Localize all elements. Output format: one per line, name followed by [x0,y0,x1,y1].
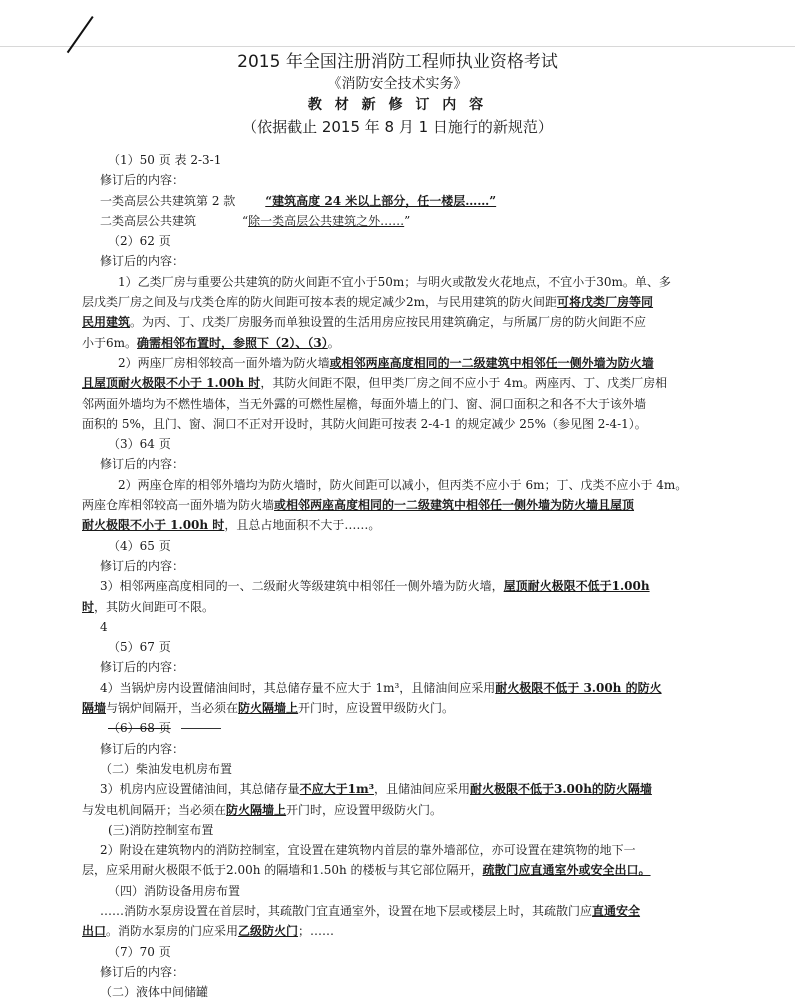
paragraph-line [100,779,730,799]
text: 与发电机间隔开；当必须在 [82,802,227,817]
document-note: （依据截止 2015 年 8 月 1 日施行的新规范） [242,118,553,136]
underlined-text: 民用建筑 [82,315,131,330]
section-4-revised: 修订后的内容： [100,558,185,573]
paragraph-line [100,576,730,596]
paragraph-line: 邻两面外墙均为不燃性墙体，当无外露的可燃性屋檐，每面外墙上的门、窗、洞口面积之和各不大于该外墙 [82,396,647,411]
document-header [0,48,795,138]
text: 。为丙、丁、戊类厂房服务而单独设置的生活用房应按民用建筑确定，与所属厂房的防火间距不应 [130,315,647,330]
paragraph-line [82,597,730,617]
paragraph-line: 2）附设在建筑物内的消防控制室，宜设置在建筑物内首层的靠外墙部位，亦可设置在建筑物的地下一 [100,843,636,858]
paragraph-line [82,921,730,941]
underlined-text: 确需相邻布置时，参照下（2）、（3） [137,335,328,350]
underlined-text: 乙级防火门 [238,924,299,939]
underlined-text: 隔墙 [82,701,107,716]
open-quote: “ [242,213,249,228]
subheading: （四）消防设备用房布置 [108,883,241,898]
underlined-text: 防火隔墙上 [238,701,299,716]
paragraph-line [100,353,730,373]
document-heading: 教 材 新 修 订 内 容 [307,97,488,113]
text: 开门时，应设置甲级防火门。 [286,802,443,817]
subheading: （二）液体中间储罐 [100,985,209,1000]
subheading: (三)消防控制室布置 [108,822,214,837]
section-4-label: （4）65 页 [108,538,171,553]
text: 小于6m。 [82,335,138,350]
paragraph-line [82,495,730,515]
document-body [82,150,730,1002]
text: ；…… [298,924,335,939]
section-2-revised: 修订后的内容： [100,254,185,269]
text: 与锅炉间隔开，当必须在 [106,701,239,716]
paragraph-line: 1）乙类厂房与重要公共建筑的防火间距不宜小于50m；与明火或散发火花地点，不宜小于30m。单、多 [118,274,671,289]
section-1-label: （1）50 页 表 2-3-1 [108,153,222,167]
paragraph-line [82,312,730,332]
section-6-revised: 修订后的内容： [100,741,185,756]
close-quote: ” [404,213,411,228]
underlined-text: 出口 [82,924,107,939]
section-7-revised: 修订后的内容： [100,964,185,979]
section-5-revised: 修订后的内容： [100,660,185,675]
underlined-text: 耐火极限不低于3.00h的防火隔墙 [469,782,652,797]
text: 2）两座厂房相邻较高一面外墙为防火墙 [118,355,330,370]
underlined-text: 且屋顶耐火极限不小于 1.00h 时 [82,376,261,391]
text: 。 [327,335,340,350]
text: 层，应采用耐火极限不低于2.00h 的隔墙和1.50h 的楼板与其它部位隔开， [82,863,483,878]
underlined-text: 疏散门应直通室外或安全出口。 [482,863,651,878]
paragraph-line [82,800,730,820]
text: 3）机房内应设置储油间，其总储存量 [100,782,300,797]
row-quote: 除一类高层公共建筑之外…… [248,213,405,228]
document-subtitle: 《消防安全技术实务》 [327,76,468,92]
section-6-label [100,718,730,738]
underlined-text: 屋顶耐火极限不低于1.00h [503,579,650,594]
underlined-text: 或相邻两座高度相同的一二级建筑中相邻任一侧外墙为防火墙 [329,355,654,370]
section-1-revised: 修订后的内容： [100,173,185,188]
paragraph-line [82,698,730,718]
subheading: （二）柴油发电机房布置 [100,761,233,776]
text: ，且总占地面积不大于……。 [224,518,381,533]
underlined-text: 可将戊类厂房等同 [557,295,654,310]
text: 两座仓库相邻较高一面外墙为防火墙 [82,498,275,513]
strike-dash [181,728,221,729]
label-text: （6）68 页 [108,721,171,736]
text: 4）当锅炉房内设置储油间时，其总储存量不应大于 1m³，且储油间应采用 [100,680,496,695]
section-3-revised: 修订后的内容： [100,457,185,472]
paragraph-line [82,333,730,353]
document-title: 2015 年全国注册消防工程师执业资格考试 [237,52,558,72]
section-3-label: （3）64 页 [108,437,171,452]
underlined-text: 防火隔墙上 [226,802,287,817]
underlined-text: 时 [82,599,95,614]
text: 开门时，应设置甲级防火门。 [298,701,455,716]
underlined-text: 直通安全 [592,903,641,918]
text: 层戊类厂房之间及与戊类仓库的防火间距可按本表的规定减少2m，与民用建筑的防火间距 [82,295,558,310]
row-label: 一类高层公共建筑第 2 款 [100,193,236,208]
section-5-label: （5）67 页 [108,640,171,655]
underlined-text: 耐火极限不小于 1.00h 时 [82,518,225,533]
row-label: 二类高层公共建筑 [100,213,197,228]
paragraph-line [100,901,730,921]
section-7-label: （7）70 页 [108,944,171,959]
underlined-text: 不应大于1m³ [299,782,374,797]
row-quote: “建筑高度 24 米以上部分，任一楼层……” [265,193,497,208]
paragraph-line [100,678,730,698]
paragraph-line: 2）两座仓库的相邻外墙均为防火墙时，防火间距可以减小，但丙类不应小于 6m；丁、戊类不应小于 4m。 [118,477,688,492]
section-2-label: （2）62 页 [108,234,171,249]
text: ……消防水泵房设置在首层时，其疏散门宜直通室外，设置在地下层或楼层上时，其疏散门应 [100,903,593,918]
underlined-text: 或相邻两座高度相同的一二级建筑中相邻任一侧外墙为防火墙且屋顶 [274,498,635,513]
stray-number: 4 [100,619,108,634]
paragraph-line: 面积的 5%，且门、窗、洞口不正对开设时，其防火间距可按表 2-4-1 的规定减少 25%（参见图 2-4-1）。 [82,416,647,431]
text: ，且储油间应采用 [373,782,470,797]
section-1-row-1 [100,191,730,211]
paragraph-line [82,515,730,535]
text: ，其防火间距不限，但甲类厂房之间不应小于 4m。两座丙、丁、戊类厂房相 [260,376,668,391]
underlined-text: 耐火极限不低于 3.00h 的防火 [495,680,662,695]
scan-edge-line [0,46,795,47]
section-1-row-2 [100,211,730,231]
text: ，其防火间距可不限。 [94,599,215,614]
text: 3）相邻两座高度相同的一、二级耐火等级建筑中相邻任一侧外墙为防火墙， [100,579,504,594]
paragraph-line [82,373,730,393]
paragraph-line [82,860,730,880]
paragraph-line [82,292,730,312]
text: 。消防水泵房的门应采用 [106,924,239,939]
